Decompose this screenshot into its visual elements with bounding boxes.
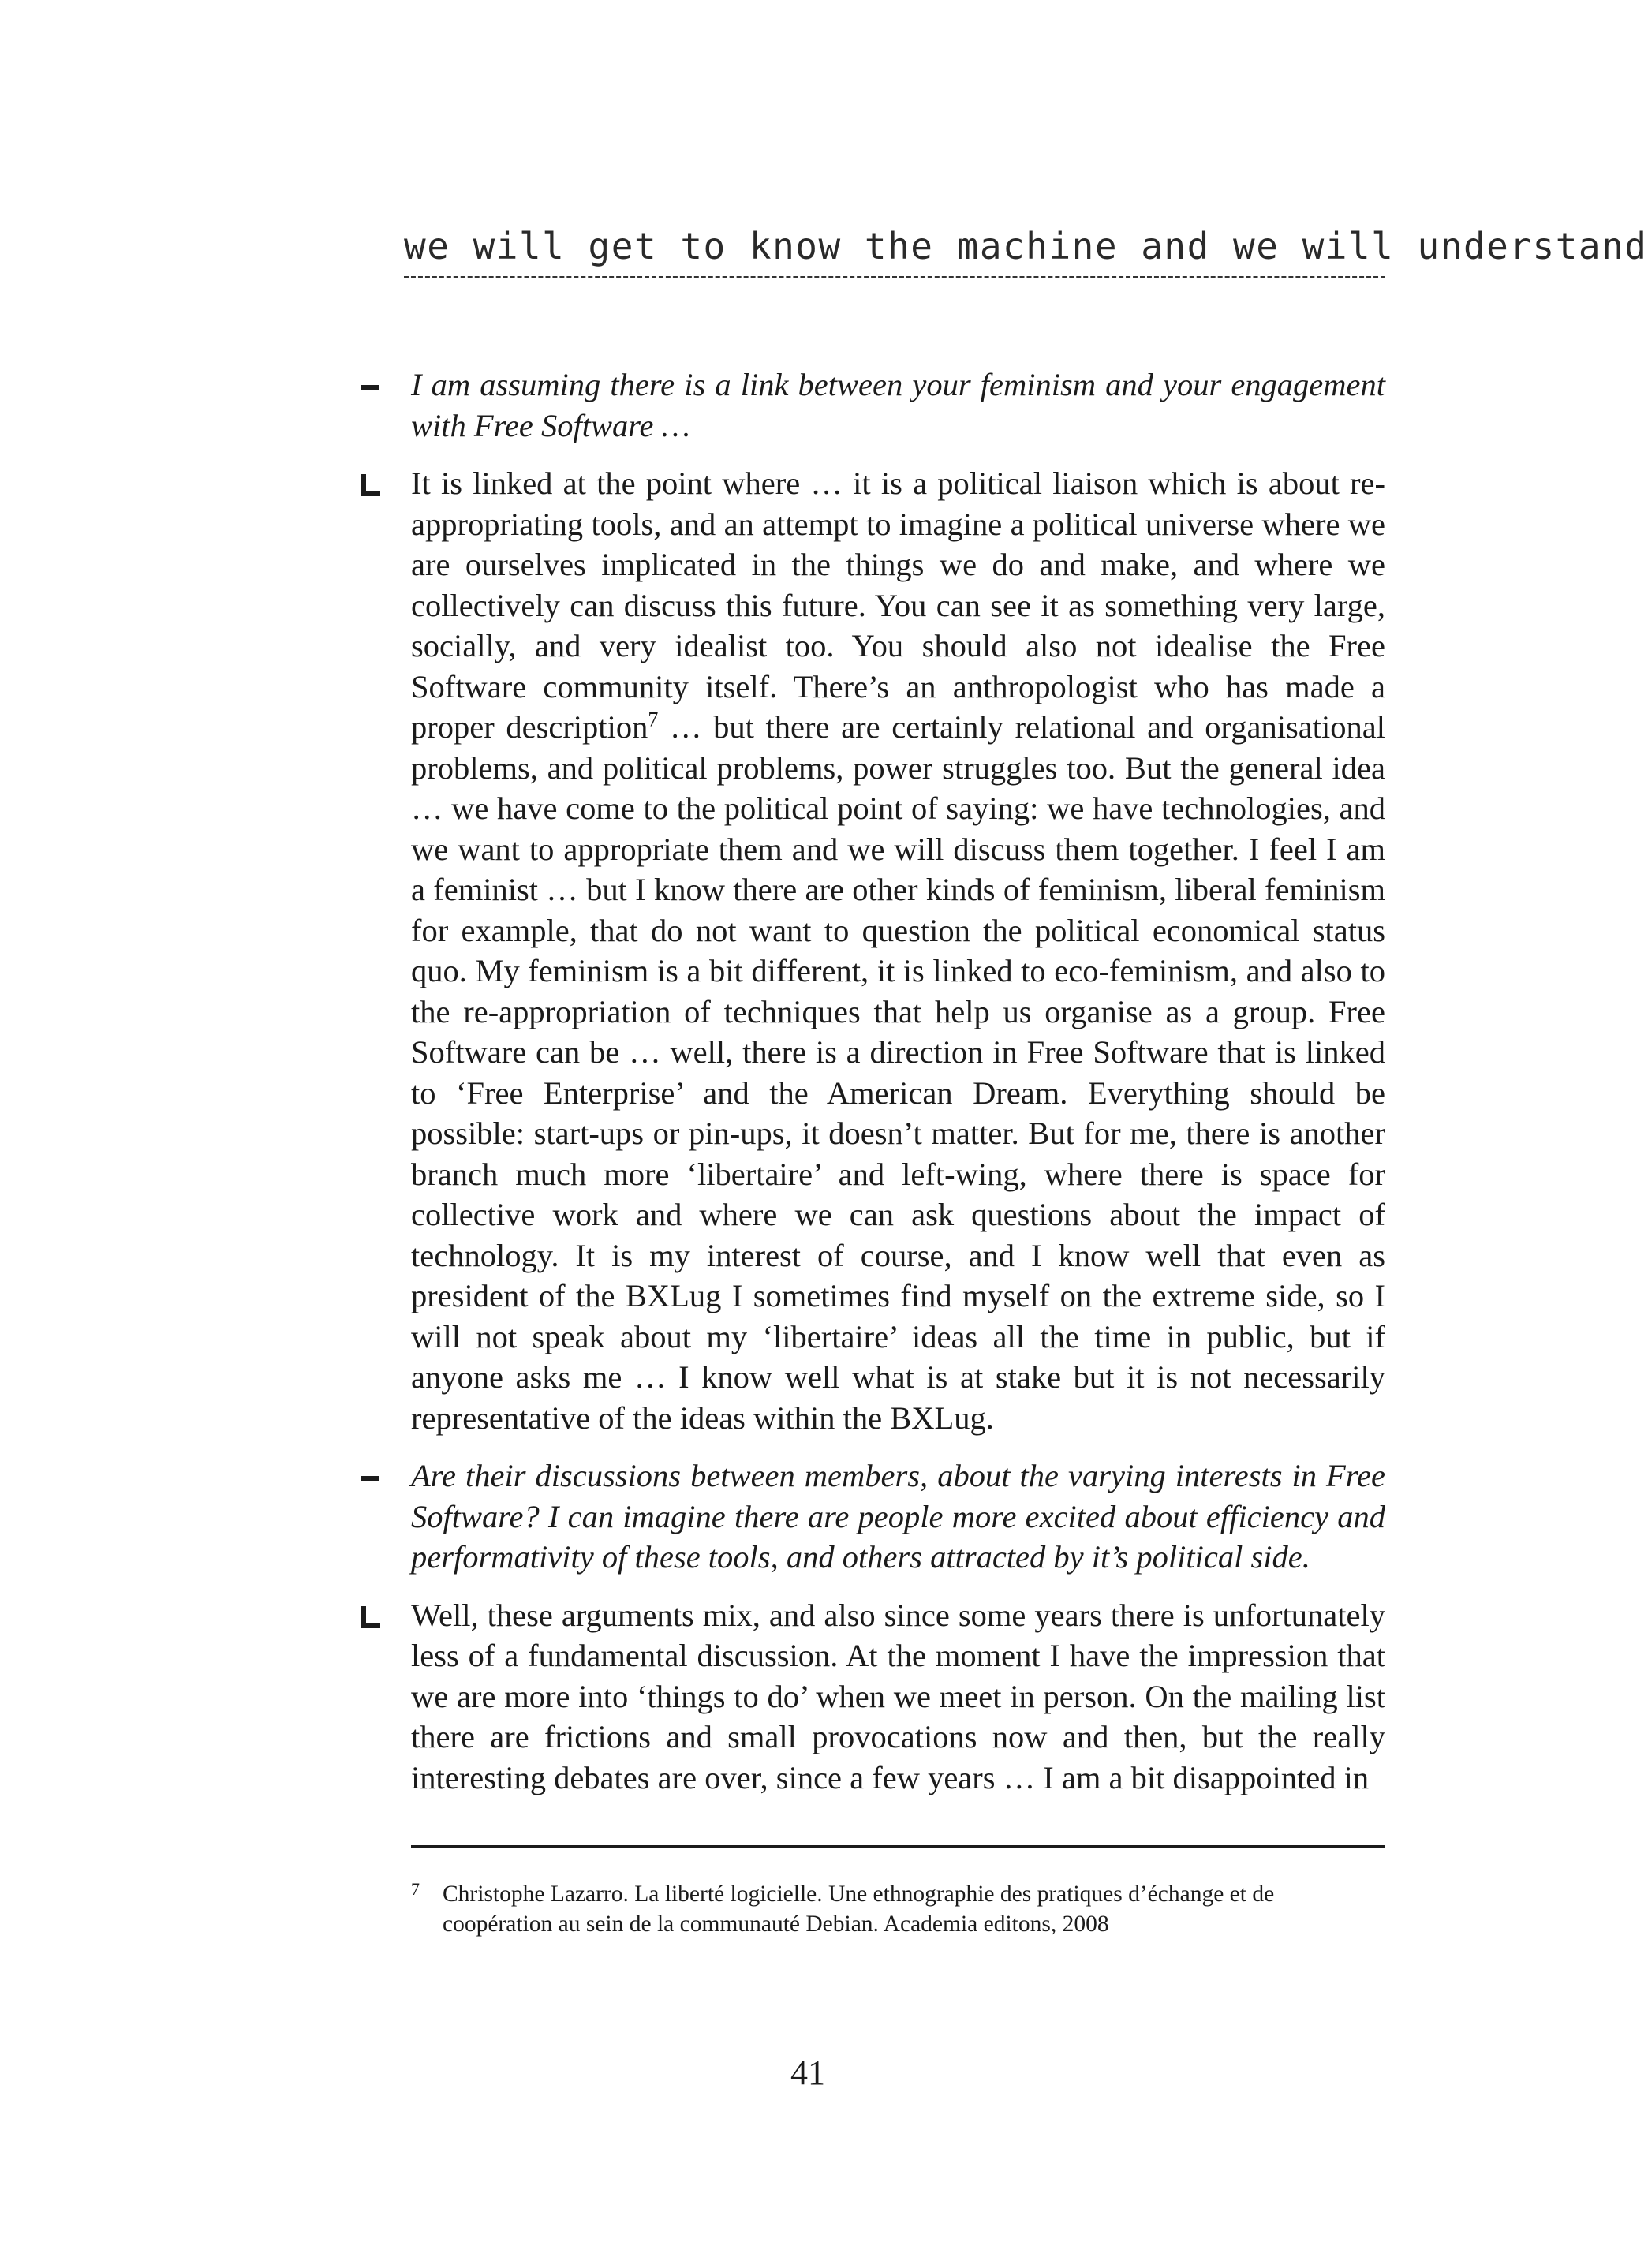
question-dash-icon bbox=[360, 376, 380, 396]
header-dashed-rule bbox=[404, 276, 1385, 278]
dialogue-question bbox=[360, 364, 1385, 446]
question-text: Are their discussions between members, about the varying interests in Free Software? I can imagine there are people more excited about efficiency and performativity of these tools, and others attracted by it’s political side. bbox=[411, 1458, 1385, 1575]
answer-text bbox=[411, 463, 1385, 1438]
footnote-rule bbox=[411, 1845, 1385, 1848]
answer-corner-icon bbox=[360, 474, 380, 495]
question-dash-icon bbox=[360, 1467, 380, 1487]
interview-dialogue bbox=[360, 364, 1385, 1815]
dialogue-answer bbox=[360, 1595, 1385, 1799]
answer-text-part: It is linked at the point where … it is a political liaison which is about re-appropriating tools, and an attempt to imagine a political universe where we are ourselves implicated in the things we do and make, and where we collectively can discuss this future. You can see it as something very large, socially, and very idealist too. You should also not idealise the Free Software community itself. There’s an anthropologist who has made a proper description bbox=[411, 465, 1385, 745]
question-text: I am assuming there is a link between your feminism and your engagement with Free Software … bbox=[411, 367, 1385, 443]
dialogue-question bbox=[360, 1455, 1385, 1578]
footnote-text: Christophe Lazarro. La liberté logicielle. Une ethnographie des pratiques d’échange et de coopération au sein de la communauté Debian. Academia editons, 2008 bbox=[443, 1881, 1275, 1937]
footnote-number: 7 bbox=[411, 1879, 420, 1899]
footnote bbox=[411, 1879, 1385, 1939]
answer-text: Well, these arguments mix, and also since some years there is unfortunately less of a fundamental discussion. At the moment I have the impression that we are more into ‘things to do’ when we meet in person. On the mailing list there are frictions and small provocations now and then, but the really interesting debates are over, since a few years … I am a bit disappointed in bbox=[411, 1597, 1385, 1795]
answer-corner-icon bbox=[360, 1606, 380, 1627]
page-number: 41 bbox=[790, 2053, 825, 2092]
answer-text-part: … but there are certainly relational and organisational problems, and political problems, power struggles too. But the general idea … we have come to the political point of saying: we have technologies, and we want to appropriate them and we will discuss them together. I feel I am a feminist … but I know there are other kinds of feminism, liberal feminism for example, that do not want to question the political economical status quo. My feminism is a bit different, it is linked to eco-feminism, and also to the re-appropriation of techniques that help us organise as a group. Free Software can be … well, there is a direction in Free Software that is linked to ‘Free Enterprise’ and the American Dream. Everything should be possible: start-ups or pin-ups, it doesn’t matter. But for me, there is another branch much more ‘libertaire’ and left-wing, where there is space for collective work and where we can ask questions about the impact of technology. It is my interest of course, and I know well that even as president of the BXLug I sometimes find myself on the extreme side, so I will not speak about my ‘libertaire’ ideas all the time in public, but if anyone asks me … I know well what is at stake but it is not necessarily representative of the ideas within the BXLug. bbox=[411, 709, 1386, 1436]
dialogue-answer bbox=[360, 463, 1385, 1438]
footnote-reference: 7 bbox=[648, 708, 659, 731]
running-header: we will get to know the machine and we will understand bbox=[404, 225, 1648, 267]
